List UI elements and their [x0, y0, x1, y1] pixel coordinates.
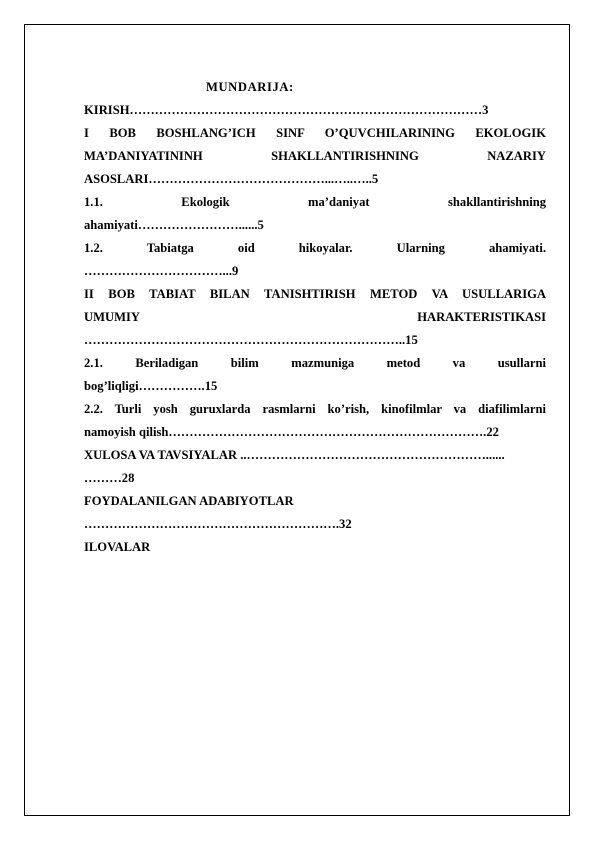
toc-entry-1-2-line1: 1.2. Tabiatga oid hikoyalar. Ularning ahamiyati.	[84, 241, 546, 255]
toc-entry-chapter2-line1: II BOB TABIAT BILAN TANISHTIRISH METOD VA USULLARIGA	[84, 287, 546, 301]
toc-entry-kirish: KIRISH…………………………………………………………………………3	[84, 103, 489, 117]
toc-entry-chapter2-line2: UMUMIY HARAKTERISTIKASI	[84, 310, 546, 324]
toc-title: MUNDARIJA:	[206, 80, 294, 94]
toc-entry-chapter1-line2: MA’DANIYATININH SHAKLLANTIRISHNING NAZARIY	[84, 149, 546, 163]
toc-entry-1-2-line2: ……………………………...9	[84, 264, 239, 278]
toc-entry-chapter2-line3: …………………………………………………………………..15	[84, 333, 418, 347]
toc-entry-2-1-line2: bog’liqligi…………….15	[84, 379, 218, 393]
toc-entry-chapter1-line3: ASOSLARI……………………………………...…..…..5	[84, 172, 379, 186]
toc-entry-1-1-line2: ahamiyati……………………......5	[84, 218, 264, 232]
toc-entry-2-2-line2: namoyish qilish………………………………………………………………….22	[84, 425, 499, 439]
toc-entry-2-2-line1: 2.2. Turli yosh guruxlarda rasmlarni ko’rish, kinofilmlar va diafilimlarni	[84, 402, 546, 416]
toc-entry-1-1-line1: 1.1. Ekologik ma’daniyat shakllantirishning	[84, 195, 546, 209]
toc-entry-adabiyotlar-line2: …………………………………………………….32	[84, 517, 352, 531]
toc-entry-ilovalar: ILOVALAR	[84, 540, 151, 554]
table-of-contents	[84, 76, 546, 559]
toc-entry-chapter1-line1: I BOB BOSHLANG’ICH SINF O’QUVCHILARINING EKOLOGIK	[84, 126, 546, 140]
toc-entry-xulosa-line2: ………28	[84, 471, 135, 485]
toc-entry-2-1-line1: 2.1. Beriladigan bilim mazmuniga metod va usullarni	[84, 356, 546, 370]
toc-entry-adabiyotlar-line1: FOYDALANILGAN ADABIYOTLAR	[84, 494, 294, 508]
toc-entry-xulosa-line1: XULOSA VA TAVSIYALAR ..…………………………………………………......	[84, 448, 505, 462]
